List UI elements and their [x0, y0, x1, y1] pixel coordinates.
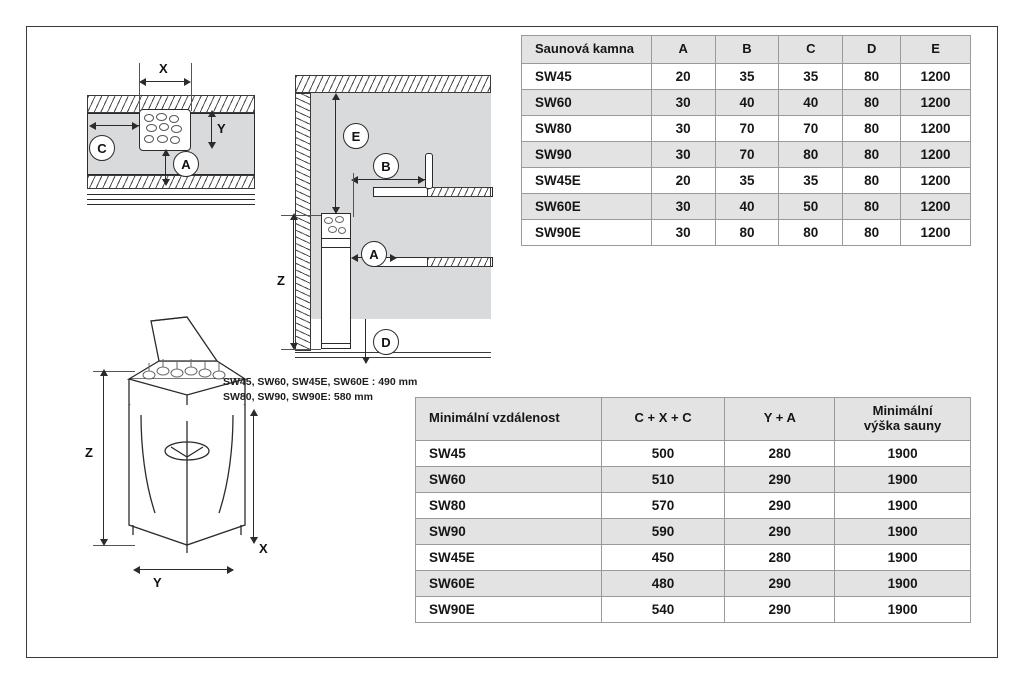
cell-model: SW60 [522, 89, 652, 115]
col-header-cxc: C + X + C [601, 398, 725, 441]
cell-b: 35 [715, 63, 779, 89]
table-row [416, 440, 971, 466]
cell-cxc: 510 [601, 466, 725, 492]
cell-cxc: 570 [601, 492, 725, 518]
table-row [522, 141, 971, 167]
table-row [416, 570, 971, 596]
cell-model: SW45E [416, 544, 602, 570]
callout-b: B [373, 153, 399, 179]
col-header-b: B [715, 36, 779, 64]
cell-model: SW80 [416, 492, 602, 518]
cell-a: 30 [651, 219, 715, 245]
table-row [522, 193, 971, 219]
cell-ya: 290 [725, 466, 835, 492]
cell-e: 1200 [901, 115, 971, 141]
cell-b: 70 [715, 115, 779, 141]
cell-a: 30 [651, 89, 715, 115]
table-row [416, 518, 971, 544]
callout-e: E [343, 123, 369, 149]
callout-a-side: A [361, 241, 387, 267]
left-wall-hatch [295, 93, 311, 351]
table-row [416, 544, 971, 570]
cell-d: 80 [843, 63, 901, 89]
cell-d: 80 [843, 89, 901, 115]
backrest [425, 153, 433, 189]
cell-b: 80 [715, 219, 779, 245]
label-x-persp: X [259, 541, 268, 556]
cell-min-height: 1900 [835, 570, 971, 596]
col-header-ya: Y + A [725, 398, 835, 441]
wall-hatch-bottom [87, 175, 255, 189]
label-z-persp: Z [85, 445, 93, 460]
cell-a: 30 [651, 193, 715, 219]
cell-model: SW80 [522, 115, 652, 141]
cell-c: 70 [779, 115, 843, 141]
note-line-1: SW45, SW60, SW45E, SW60E : 490 mm [223, 376, 418, 388]
cell-ya: 290 [725, 596, 835, 622]
heater-side-stones [323, 215, 349, 237]
label-y: Y [217, 121, 226, 136]
cell-model: SW90 [416, 518, 602, 544]
cell-d: 80 [843, 219, 901, 245]
cell-min-height: 1900 [835, 596, 971, 622]
col-header-model: Saunová kamna [522, 36, 652, 64]
cell-a: 30 [651, 141, 715, 167]
col-header-min-height-line2: výška sauny [863, 417, 942, 433]
callout-d: D [373, 329, 399, 355]
cell-e: 1200 [901, 219, 971, 245]
cell-model: SW60E [522, 193, 652, 219]
cell-min-height: 1900 [835, 518, 971, 544]
callout-a-top: A [173, 151, 199, 177]
cell-e: 1200 [901, 89, 971, 115]
cell-cxc: 480 [601, 570, 725, 596]
note-line-2: SW80, SW90, SW90E: 580 mm [223, 391, 373, 404]
cell-model: SW90 [522, 141, 652, 167]
cell-model: SW90E [522, 219, 652, 245]
cell-model: SW60E [416, 570, 602, 596]
table-row [416, 596, 971, 622]
cell-cxc: 450 [601, 544, 725, 570]
cell-min-height: 1900 [835, 440, 971, 466]
ceiling-hatch [295, 75, 491, 93]
table-row [522, 219, 971, 245]
table-row [416, 492, 971, 518]
table-header-row [416, 398, 971, 441]
col-header-a: A [651, 36, 715, 64]
col-header-c: C [779, 36, 843, 64]
col-header-min-height [835, 398, 971, 441]
col-header-d: D [843, 36, 901, 64]
cell-min-height: 1900 [835, 466, 971, 492]
col-header-min-distance: Minimální vzdálenost [416, 398, 602, 441]
cell-c: 50 [779, 193, 843, 219]
cell-ya: 290 [725, 518, 835, 544]
bench-upper-hatch [427, 187, 491, 197]
cell-b: 70 [715, 141, 779, 167]
cell-ya: 290 [725, 570, 835, 596]
cell-d: 80 [843, 141, 901, 167]
cell-cxc: 500 [601, 440, 725, 466]
col-header-min-height-line1: Minimální [872, 403, 933, 418]
table-row [522, 89, 971, 115]
cell-model: SW60 [416, 466, 602, 492]
col-header-e: E [901, 36, 971, 64]
cell-cxc: 590 [601, 518, 725, 544]
top-view-diagram [61, 63, 281, 223]
cell-e: 1200 [901, 63, 971, 89]
cell-c: 80 [779, 141, 843, 167]
cell-ya: 290 [725, 492, 835, 518]
table-row [522, 167, 971, 193]
label-z-side: Z [277, 273, 285, 288]
cell-c: 40 [779, 89, 843, 115]
cell-model: SW90E [416, 596, 602, 622]
cell-c: 35 [779, 63, 843, 89]
cell-model: SW45E [522, 167, 652, 193]
cell-e: 1200 [901, 193, 971, 219]
cell-d: 80 [843, 167, 901, 193]
cell-min-height: 1900 [835, 544, 971, 570]
drawing-sheet [26, 26, 998, 658]
cell-a: 30 [651, 115, 715, 141]
cell-ya: 280 [725, 544, 835, 570]
cell-d: 80 [843, 115, 901, 141]
minimum-distance-table [415, 397, 971, 623]
table-row [416, 466, 971, 492]
cell-b: 40 [715, 89, 779, 115]
cell-d: 80 [843, 193, 901, 219]
callout-c: C [89, 135, 115, 161]
cell-b: 40 [715, 193, 779, 219]
cell-a: 20 [651, 63, 715, 89]
cell-c: 35 [779, 167, 843, 193]
bench-lower-hatch [427, 257, 491, 267]
sauna-heater-clearance-table [521, 35, 971, 246]
cell-model: SW45 [416, 440, 602, 466]
cell-e: 1200 [901, 167, 971, 193]
table-header-row [522, 36, 971, 64]
cell-c: 80 [779, 219, 843, 245]
stones-pattern [141, 111, 189, 149]
cell-e: 1200 [901, 141, 971, 167]
cell-model: SW45 [522, 63, 652, 89]
cell-ya: 280 [725, 440, 835, 466]
cell-a: 20 [651, 167, 715, 193]
cell-b: 35 [715, 167, 779, 193]
side-view-diagram [277, 61, 512, 361]
cell-cxc: 540 [601, 596, 725, 622]
label-y-persp: Y [153, 575, 162, 590]
cell-min-height: 1900 [835, 492, 971, 518]
table-row [522, 115, 971, 141]
table-row [522, 63, 971, 89]
label-x: X [159, 61, 168, 76]
heater-perspective-diagram [67, 287, 287, 590]
